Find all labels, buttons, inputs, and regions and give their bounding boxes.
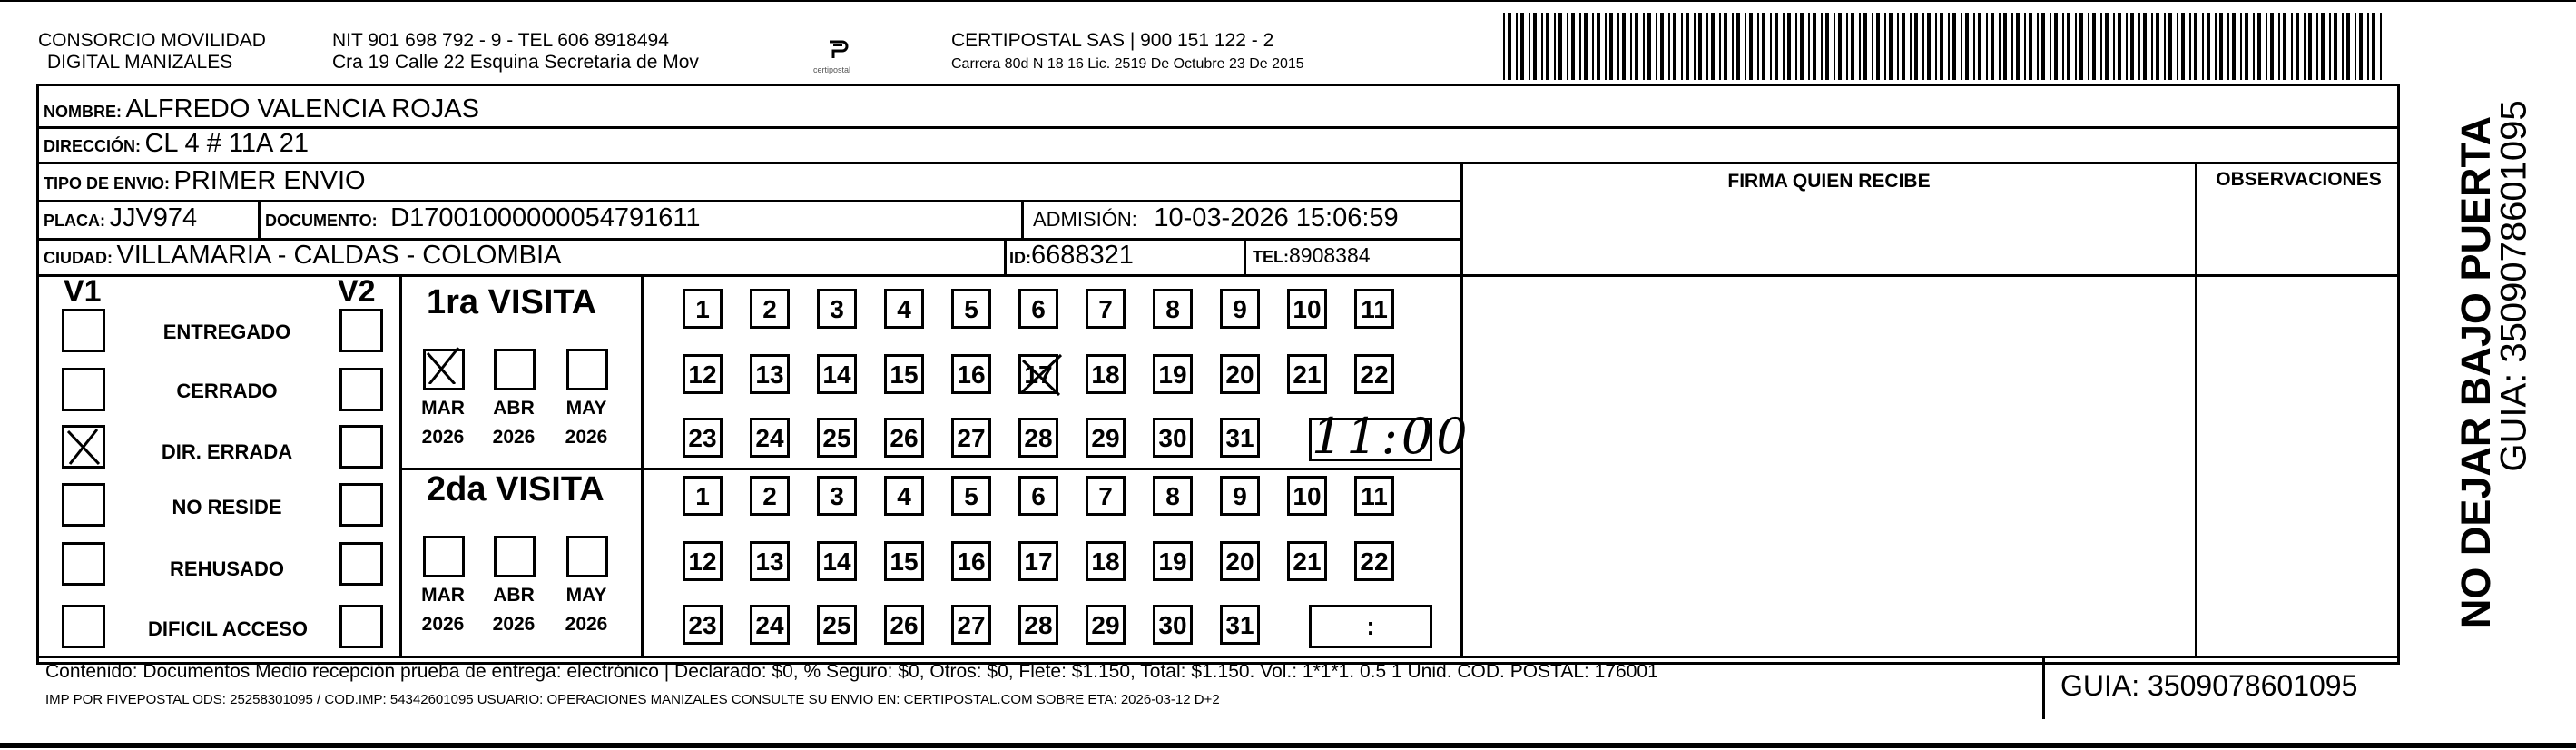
day-box[interactable]: 9 bbox=[1220, 289, 1260, 329]
day-box[interactable]: 3 bbox=[817, 476, 857, 516]
bottom-rule bbox=[0, 743, 2576, 748]
status-option-label: REHUSADO bbox=[170, 558, 284, 580]
day-box[interactable]: 13 bbox=[750, 541, 790, 581]
footer-guia: GUIA: 3509078601095 bbox=[2060, 669, 2358, 702]
day-box[interactable]: 28 bbox=[1018, 418, 1058, 458]
observaciones-label: OBSERVACIONES bbox=[2216, 169, 2382, 190]
v1-checkbox[interactable] bbox=[62, 368, 105, 411]
placa-value: JJV974 bbox=[109, 203, 198, 232]
month-checkbox[interactable] bbox=[494, 536, 536, 577]
day-box[interactable]: 2 bbox=[750, 476, 790, 516]
day-box[interactable]: 23 bbox=[683, 418, 723, 458]
day-box[interactable]: 19 bbox=[1153, 541, 1193, 581]
logo-caption: certipostal bbox=[813, 65, 851, 74]
col-divider bbox=[1004, 238, 1007, 274]
day-box[interactable]: 22 bbox=[1354, 541, 1394, 581]
month-label: ABR bbox=[493, 585, 535, 606]
ciudad-label: CIUDAD: bbox=[44, 249, 113, 267]
nombre-label: NOMBRE: bbox=[44, 103, 122, 121]
tipo-envio-label: TIPO DE ENVIO: bbox=[44, 174, 171, 192]
day-box[interactable]: 15 bbox=[884, 354, 924, 394]
tel-value: 8908384 bbox=[1289, 243, 1371, 267]
v1-label: V1 bbox=[64, 274, 102, 309]
time-value: 11:00 bbox=[1312, 408, 1471, 465]
day-box[interactable]: 17 bbox=[1018, 354, 1058, 394]
month-label: ABR bbox=[493, 398, 535, 419]
day-box[interactable]: 14 bbox=[817, 354, 857, 394]
v2-checkbox[interactable] bbox=[339, 368, 383, 411]
time-box[interactable] bbox=[1309, 605, 1432, 648]
tipo-envio-field bbox=[44, 165, 366, 201]
direccion-value: CL 4 # 11A 21 bbox=[144, 129, 310, 158]
day-box[interactable]: 29 bbox=[1086, 418, 1126, 458]
direccion-field bbox=[44, 128, 309, 163]
day-box[interactable]: 28 bbox=[1018, 605, 1058, 645]
admision-field bbox=[1033, 202, 1399, 238]
v2-checkbox[interactable] bbox=[339, 605, 383, 648]
side-vertical-text bbox=[2405, 100, 2534, 636]
company-address: Cra 19 Calle 22 Esquina Secretaria de Mov bbox=[332, 52, 699, 73]
day-box[interactable]: 22 bbox=[1354, 354, 1394, 394]
day-box[interactable]: 18 bbox=[1086, 354, 1126, 394]
day-box[interactable]: 4 bbox=[884, 289, 924, 329]
v2-checkbox[interactable] bbox=[339, 483, 383, 527]
day-box[interactable]: 16 bbox=[951, 541, 991, 581]
day-box[interactable]: 31 bbox=[1220, 605, 1260, 645]
day-box[interactable]: 11 bbox=[1354, 476, 1394, 516]
day-box[interactable]: 20 bbox=[1220, 541, 1260, 581]
day-box[interactable]: 24 bbox=[750, 605, 790, 645]
month-checkbox[interactable] bbox=[566, 536, 608, 577]
v1-checkbox[interactable] bbox=[62, 542, 105, 586]
side-guia-text: GUIA: 3509078601095 bbox=[2493, 100, 2534, 472]
day-box[interactable]: 13 bbox=[750, 354, 790, 394]
placa-field bbox=[44, 202, 197, 238]
month-checkbox[interactable] bbox=[423, 349, 465, 390]
nit-line: NIT 901 698 792 - 9 - TEL 606 8918494 bbox=[332, 30, 669, 51]
day-box[interactable]: 19 bbox=[1153, 354, 1193, 394]
day-box[interactable]: 24 bbox=[750, 418, 790, 458]
courier-address: Carrera 80d N 18 16 Lic. 2519 De Octubre 23 De 2015 bbox=[951, 56, 1304, 72]
day-box[interactable]: 6 bbox=[1018, 476, 1058, 516]
status-option-label: NO RESIDE bbox=[172, 496, 282, 518]
day-box[interactable]: 12 bbox=[683, 354, 723, 394]
day-box[interactable]: 11 bbox=[1354, 289, 1394, 329]
v1-checkbox[interactable] bbox=[62, 605, 105, 648]
admision-value: 10-03-2026 15:06:59 bbox=[1154, 203, 1399, 232]
day-box[interactable]: 5 bbox=[951, 476, 991, 516]
day-box[interactable]: 29 bbox=[1086, 605, 1126, 645]
company-name-1: CONSORCIO MOVILIDAD bbox=[38, 30, 266, 51]
visit-title: 1ra VISITA bbox=[427, 283, 597, 321]
direccion-label: DIRECCIÓN: bbox=[44, 137, 141, 155]
ciudad-value: VILLAMARIA - CALDAS - COLOMBIA bbox=[116, 241, 562, 270]
month-checkbox[interactable] bbox=[566, 349, 608, 390]
v2-checkbox[interactable] bbox=[339, 542, 383, 586]
v2-checkbox[interactable] bbox=[339, 309, 383, 352]
col-divider bbox=[641, 274, 644, 656]
day-box[interactable]: 7 bbox=[1086, 289, 1126, 329]
tel-label: TEL: bbox=[1253, 248, 1289, 266]
v2-label: V2 bbox=[338, 274, 376, 309]
status-option-label: ENTREGADO bbox=[162, 321, 291, 343]
status-option-label: DIFICIL ACCESO bbox=[147, 617, 308, 640]
year-label: 2026 bbox=[421, 614, 465, 635]
day-box[interactable]: 2 bbox=[750, 289, 790, 329]
firma-label: FIRMA QUIEN RECIBE bbox=[1727, 171, 1931, 192]
day-box[interactable]: 9 bbox=[1220, 476, 1260, 516]
time-value: : bbox=[1366, 612, 1375, 640]
col-divider bbox=[399, 274, 402, 656]
top-rule bbox=[0, 0, 2576, 2]
documento-label: DOCUMENTO: bbox=[265, 212, 378, 230]
day-box[interactable]: 30 bbox=[1153, 418, 1193, 458]
col-divider bbox=[1021, 200, 1024, 238]
no-dejar-text: NO DEJAR BAJO PUERTA bbox=[2453, 115, 2499, 629]
day-box[interactable]: 25 bbox=[817, 418, 857, 458]
id-field bbox=[1009, 240, 1134, 275]
v2-checkbox[interactable] bbox=[339, 425, 383, 469]
contenido-text: Contenido: Documentos Medio recepción prueba de entrega: electrónico | Declarado: $0, % Seguro: $0, Otros: $0, Flete: $1.150, Total: $1.150. Vol.: 1*1*1. 0.5 1 Unid. COD. POSTAL: 176001 bbox=[45, 661, 1658, 682]
col-divider bbox=[1244, 238, 1246, 274]
id-value: 6688321 bbox=[1031, 241, 1134, 270]
time-box[interactable] bbox=[1309, 408, 1471, 465]
day-box[interactable]: 1 bbox=[683, 476, 723, 516]
month-checkbox[interactable] bbox=[494, 349, 536, 390]
status-option-label: CERRADO bbox=[176, 380, 278, 402]
row-divider bbox=[36, 656, 2400, 658]
year-label: 2026 bbox=[565, 427, 608, 448]
day-box[interactable]: 20 bbox=[1220, 354, 1260, 394]
col-divider bbox=[2042, 656, 2045, 719]
day-box[interactable]: 8 bbox=[1153, 289, 1193, 329]
day-box[interactable]: 17 bbox=[1018, 541, 1058, 581]
day-box[interactable]: 3 bbox=[817, 289, 857, 329]
day-box[interactable]: 21 bbox=[1287, 354, 1327, 394]
day-box[interactable]: 16 bbox=[951, 354, 991, 394]
day-box[interactable]: 26 bbox=[884, 605, 924, 645]
certipostal-logo-icon bbox=[810, 33, 864, 69]
barcode bbox=[1501, 13, 2385, 80]
month-label: MAY bbox=[565, 585, 607, 606]
col-divider bbox=[258, 200, 261, 238]
status-option-label: DIR. ERRADA bbox=[161, 440, 293, 463]
nombre-field bbox=[44, 94, 479, 129]
courier-name: CERTIPOSTAL SAS | 900 151 122 - 2 bbox=[951, 30, 1274, 51]
year-label: 2026 bbox=[565, 614, 608, 635]
imp-text: IMP POR FIVEPOSTAL ODS: 25258301095 / COD.IMP: 54342601095 USUARIO: OPERACIONES MANIZALES CONSULTE SU ENVIO EN: CERTIPOSTAL.COM SOBRE ETA: 2026-03-12 D+2 bbox=[45, 692, 1220, 707]
day-box[interactable]: 8 bbox=[1153, 476, 1193, 516]
day-box[interactable]: 10 bbox=[1287, 476, 1327, 516]
day-box[interactable]: 27 bbox=[951, 605, 991, 645]
month-label: MAR bbox=[421, 398, 465, 419]
day-box[interactable]: 14 bbox=[817, 541, 857, 581]
documento-field bbox=[265, 202, 700, 238]
admision-label: ADMISIÓN: bbox=[1033, 208, 1137, 231]
day-box[interactable]: 21 bbox=[1287, 541, 1327, 581]
day-box[interactable]: 27 bbox=[951, 418, 991, 458]
tipo-envio-value: PRIMER ENVIO bbox=[173, 166, 366, 195]
documento-value: D17001000000054791611 bbox=[390, 203, 701, 232]
year-label: 2026 bbox=[492, 614, 536, 635]
placa-label: PLACA: bbox=[44, 212, 105, 230]
day-box[interactable]: 1 bbox=[683, 289, 723, 329]
nombre-value: ALFREDO VALENCIA ROJAS bbox=[125, 94, 479, 123]
day-box[interactable]: 6 bbox=[1018, 289, 1058, 329]
day-box[interactable]: 15 bbox=[884, 541, 924, 581]
day-box[interactable]: 31 bbox=[1220, 418, 1260, 458]
v1-checkbox[interactable] bbox=[62, 483, 105, 527]
day-box[interactable]: 4 bbox=[884, 476, 924, 516]
day-box[interactable]: 18 bbox=[1086, 541, 1126, 581]
tel-field bbox=[1253, 240, 1371, 274]
month-checkbox[interactable] bbox=[423, 536, 465, 577]
day-box[interactable]: 25 bbox=[817, 605, 857, 645]
company-name-2: DIGITAL MANIZALES bbox=[47, 52, 233, 73]
day-box[interactable]: 30 bbox=[1153, 605, 1193, 645]
year-label: 2026 bbox=[421, 427, 465, 448]
row-divider bbox=[36, 162, 2400, 164]
observaciones-area[interactable] bbox=[2197, 202, 2400, 656]
firma-area[interactable] bbox=[1463, 202, 2195, 656]
day-box[interactable]: 10 bbox=[1287, 289, 1327, 329]
day-box[interactable]: 5 bbox=[951, 289, 991, 329]
day-box[interactable]: 12 bbox=[683, 541, 723, 581]
day-box[interactable]: 23 bbox=[683, 605, 723, 645]
visit-title: 2da VISITA bbox=[427, 470, 605, 508]
month-label: MAR bbox=[421, 585, 465, 606]
v1-checkbox[interactable] bbox=[62, 425, 105, 469]
month-label: MAY bbox=[565, 398, 607, 419]
id-label: ID: bbox=[1009, 249, 1031, 267]
v1-checkbox[interactable] bbox=[62, 309, 105, 352]
day-box[interactable]: 26 bbox=[884, 418, 924, 458]
day-box[interactable]: 7 bbox=[1086, 476, 1126, 516]
ciudad-field bbox=[44, 240, 561, 275]
year-label: 2026 bbox=[492, 427, 536, 448]
